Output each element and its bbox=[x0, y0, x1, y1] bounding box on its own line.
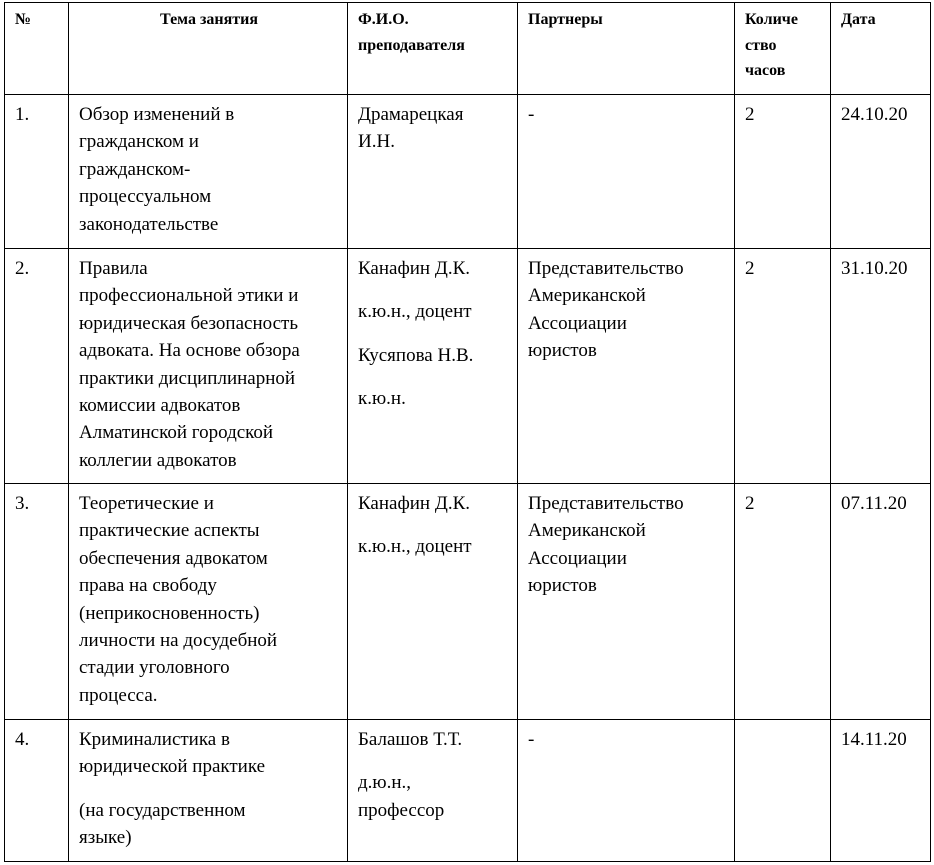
header-teacher: Ф.И.О. преподавателя bbox=[348, 3, 518, 95]
row-partners: - bbox=[518, 720, 735, 862]
row-teacher: Канафин Д.К. к.ю.н., доцент Кусяпова Н.В. к.ю.н. bbox=[348, 249, 518, 484]
row-date: 31.10.20 bbox=[831, 249, 931, 484]
row-num: 4. bbox=[5, 720, 69, 862]
row-num: 2. bbox=[5, 249, 69, 484]
row-partners: - bbox=[518, 95, 735, 249]
row-partners: Представительство Американской Ассоциации юристов bbox=[518, 249, 735, 484]
row-topic: Криминалистика в юридической практике (на государственном языке) bbox=[69, 720, 348, 862]
row-date: 07.11.20 bbox=[831, 484, 931, 720]
row-topic: Правила профессиональной этики и юридическая безопасность адвоката. На основе обзора практики дисциплинарной комиссии адвокатов Алматинской городской коллегии адвокатов bbox=[69, 249, 348, 484]
row-partners: Представительство Американской Ассоциации юристов bbox=[518, 484, 735, 720]
header-num: № bbox=[5, 3, 69, 95]
header-date: Дата bbox=[831, 3, 931, 95]
table-row bbox=[5, 720, 931, 862]
row-hours: 2 bbox=[735, 95, 831, 249]
schedule-table bbox=[4, 2, 931, 862]
row-date: 14.11.20 bbox=[831, 720, 931, 862]
row-topic: Теоретические и практические аспекты обеспечения адвокатом права на свободу (неприкосновенность) личности на досудебной стадии уголовного процесса. bbox=[69, 484, 348, 720]
header-topic: Тема занятия bbox=[69, 3, 348, 95]
table-row bbox=[5, 95, 931, 249]
header-partners: Партнеры bbox=[518, 3, 735, 95]
row-teacher: Драмарецкая И.Н. bbox=[348, 95, 518, 249]
row-num: 3. bbox=[5, 484, 69, 720]
table-row bbox=[5, 484, 931, 720]
row-hours bbox=[735, 720, 831, 862]
header-hours: Количе ство часов bbox=[735, 3, 831, 95]
row-topic: Обзор изменений в гражданском и гражданском- процессуальном законодательстве bbox=[69, 95, 348, 249]
row-date: 24.10.20 bbox=[831, 95, 931, 249]
header-row bbox=[5, 3, 931, 95]
row-hours: 2 bbox=[735, 249, 831, 484]
row-hours: 2 bbox=[735, 484, 831, 720]
row-teacher: Балашов Т.Т. д.ю.н., профессор bbox=[348, 720, 518, 862]
row-num: 1. bbox=[5, 95, 69, 249]
row-teacher: Канафин Д.К. к.ю.н., доцент bbox=[348, 484, 518, 720]
table-row bbox=[5, 249, 931, 484]
